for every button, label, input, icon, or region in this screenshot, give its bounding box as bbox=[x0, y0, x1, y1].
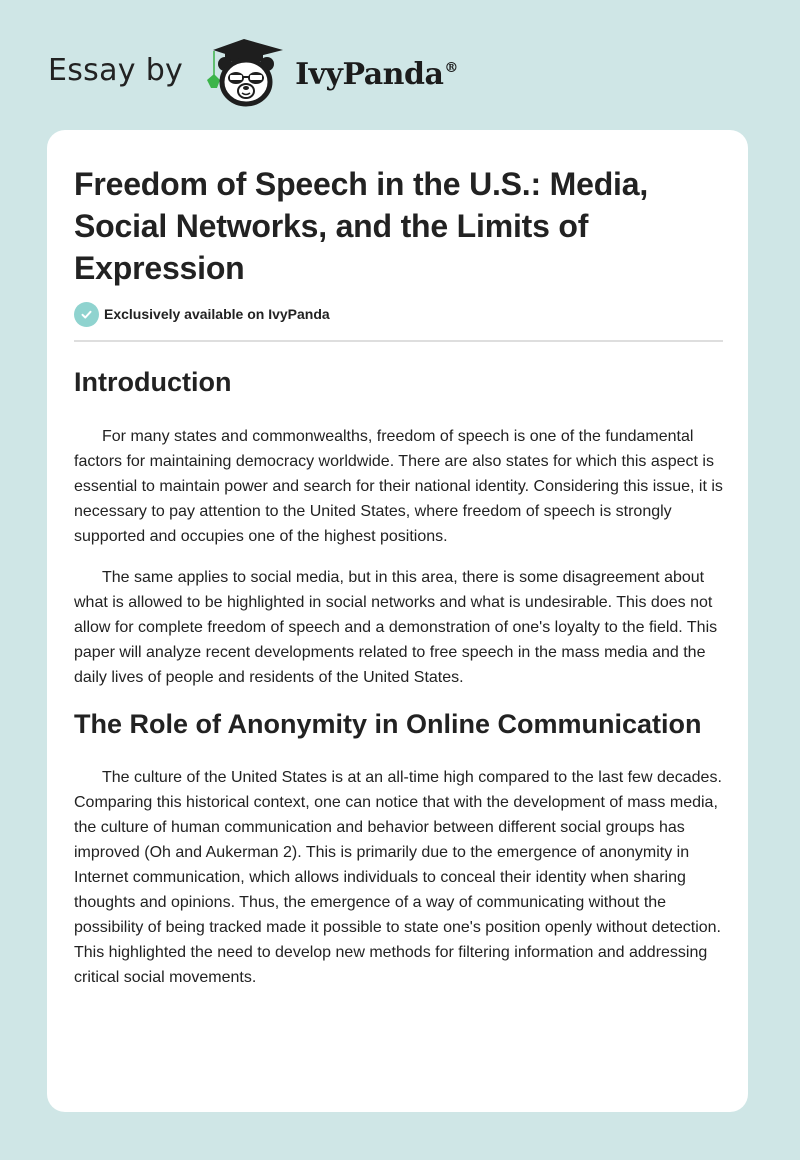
registered-mark: ® bbox=[444, 59, 458, 76]
exclusive-badge bbox=[74, 301, 724, 327]
check-icon bbox=[74, 302, 99, 327]
exclusive-label: Exclusively available on IvyPanda bbox=[104, 306, 330, 322]
paragraph: The culture of the United States is at an all-time high compared to the last few decades. Comparing this historical context, one can notice that with the development of mass media, the culture of human communication and behavior between different social groups has improved (Oh and Aukerman 2). This is primarily due to the emergence of anonymity in Internet communication, which allows individuals to conceal their identity when sharing thoughts and opinions. Thus, the emergence of a way of communicating without the possibility of being tracked made it possible to state one's position openly without detection. This highlighted the need to develop new methods for filtering information and addressing critical social movements. bbox=[74, 769, 722, 986]
site-header bbox=[48, 36, 458, 108]
section-heading-introduction: Introduction bbox=[74, 367, 232, 397]
section-heading-anonymity: The Role of Anonymity in Online Communication bbox=[74, 709, 702, 739]
page-title: Freedom of Speech in the U.S.: Media, Social Networks, and the Limits of Expression bbox=[74, 166, 649, 286]
paragraph: For many states and commonwealths, freedom of speech is one of the fundamental factors for maintaining democracy worldwide. There are also states for which this aspect is essential to maintain power and search for their national identity. Considering this issue, it is necessary to pay attention to the United States, where freedom of speech is strongly supported and occupies one of the highest positions. bbox=[74, 428, 723, 545]
essay-by-label: Essay by bbox=[48, 52, 184, 88]
divider bbox=[74, 340, 723, 342]
essay-card bbox=[47, 130, 748, 1112]
paragraph: The same applies to social media, but in this area, there is some disagreement about what is allowed to be highlighted in social networks and what is undesirable. This does not allow for complete freedom of speech and a demonstration of one's loyalty to the field. This paper will analyze recent developments related to free speech in the mass media and the daily lives of people and residents of the United States. bbox=[74, 569, 718, 686]
brand-name[interactable]: IvyPanda® bbox=[295, 56, 458, 92]
panda-graduation-cap-icon[interactable] bbox=[201, 36, 287, 108]
